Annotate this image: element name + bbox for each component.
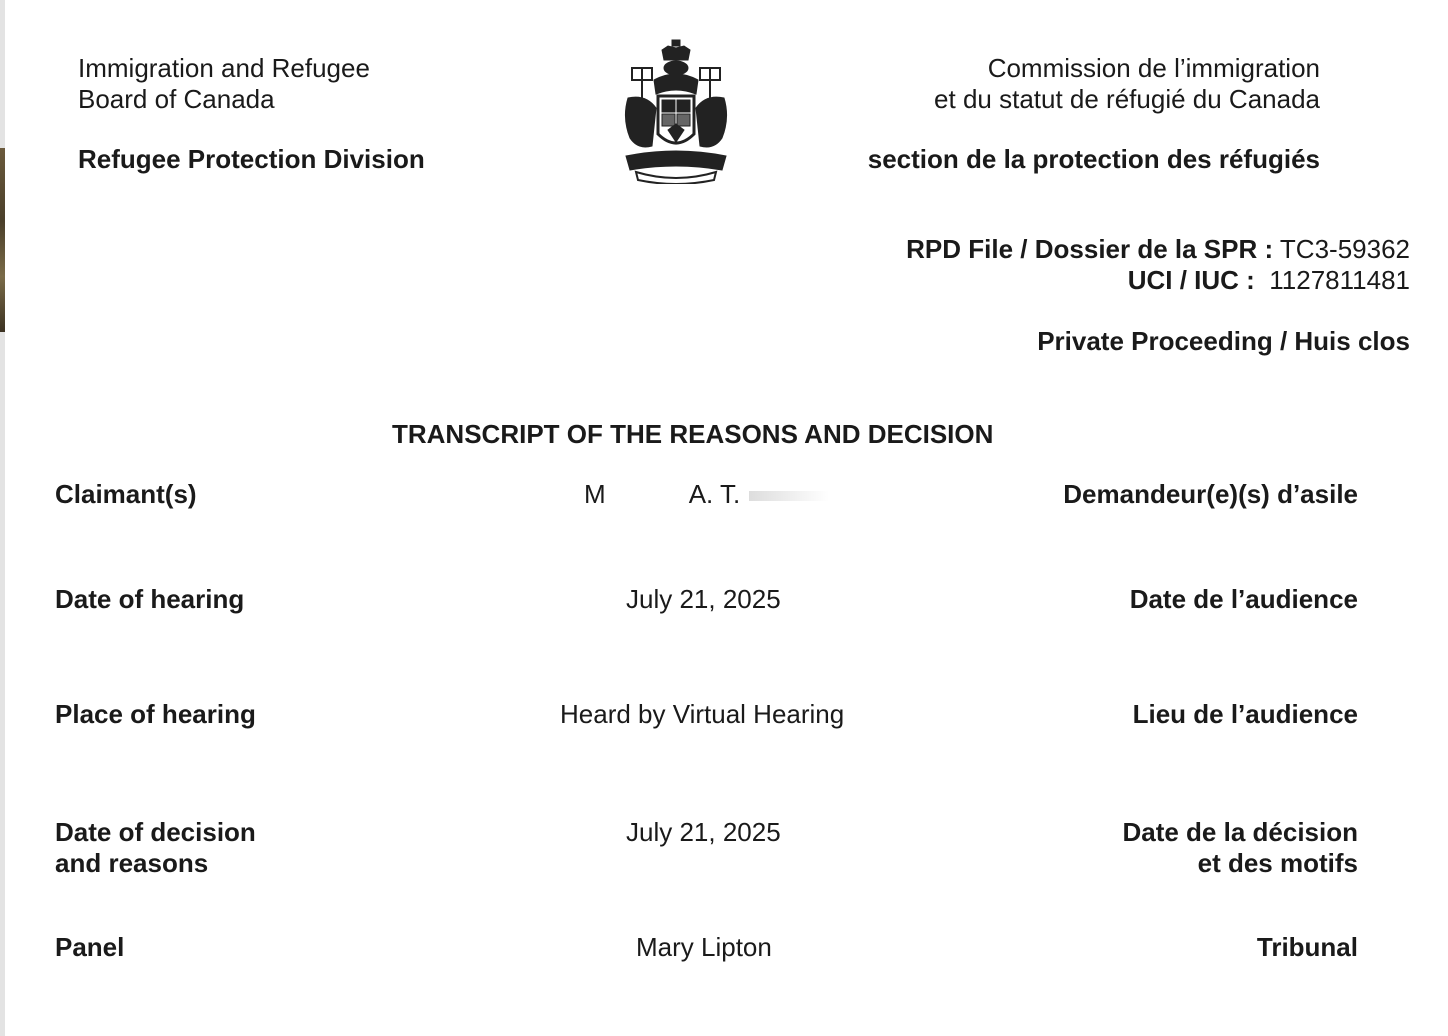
rpd-file-line: [906, 234, 1410, 265]
claimant-label-fr: Demandeur(e)(s) d’asile: [1063, 479, 1358, 509]
en-division: Refugee Protection Division: [78, 144, 425, 174]
decision-date-label-line1: Date of decision: [55, 817, 256, 847]
panel-value: Mary Lipton: [636, 932, 772, 962]
uci-value: 1127811481: [1269, 265, 1410, 295]
hearing-date-value: July 21, 2025: [626, 584, 781, 614]
decision-date-value: July 21, 2025: [626, 817, 781, 847]
decision-date-label-fr-line2: et des motifs: [1197, 848, 1358, 878]
claimant-second-name: A. T.: [688, 479, 741, 509]
rpd-file-label: RPD File / Dossier de la SPR :: [906, 234, 1274, 264]
claimant-first-initial: M: [584, 479, 606, 509]
fr-org-line2: et du statut de réfugié du Canada: [934, 84, 1320, 114]
uci-line: [1128, 265, 1410, 296]
decision-date-label: [55, 817, 256, 879]
uci-label: UCI / IUC :: [1127, 265, 1255, 295]
privacy-notice: Private Proceeding / Huis clos: [1037, 326, 1410, 356]
hearing-date-label-fr: Date de l’audience: [1129, 584, 1358, 614]
en-org-line2: Board of Canada: [78, 84, 275, 114]
en-org-line1: Immigration and Refugee: [78, 53, 370, 83]
redaction-mark: [749, 491, 829, 501]
hearing-date-label: Date of hearing: [55, 584, 245, 614]
fr-org-name: [934, 53, 1320, 115]
decision-date-label-fr-line1: Date de la décision: [1122, 817, 1358, 847]
hearing-place-value: Heard by Virtual Hearing: [560, 699, 845, 729]
fr-division: section de la protection des réfugiés: [867, 144, 1320, 174]
decision-date-label-fr: [1122, 817, 1358, 879]
left-edge-photo-fragment: [0, 148, 5, 332]
panel-label-fr: Tribunal: [1256, 932, 1358, 962]
claimant-label: Claimant(s): [55, 479, 197, 509]
document-title: TRANSCRIPT OF THE REASONS AND DECISION: [392, 419, 994, 449]
rpd-file-value: TC3-59362: [1279, 234, 1410, 264]
decision-date-label-line2: and reasons: [55, 848, 209, 878]
claimant-value: [584, 479, 829, 510]
fr-org-line1: Commission de l’immigration: [987, 53, 1320, 83]
hearing-place-label: Place of hearing: [55, 699, 256, 729]
panel-label: Panel: [55, 932, 125, 962]
coat-of-arms-icon: [618, 38, 734, 184]
hearing-place-label-fr: Lieu de l’audience: [1132, 699, 1358, 729]
en-org-name: [78, 53, 370, 115]
